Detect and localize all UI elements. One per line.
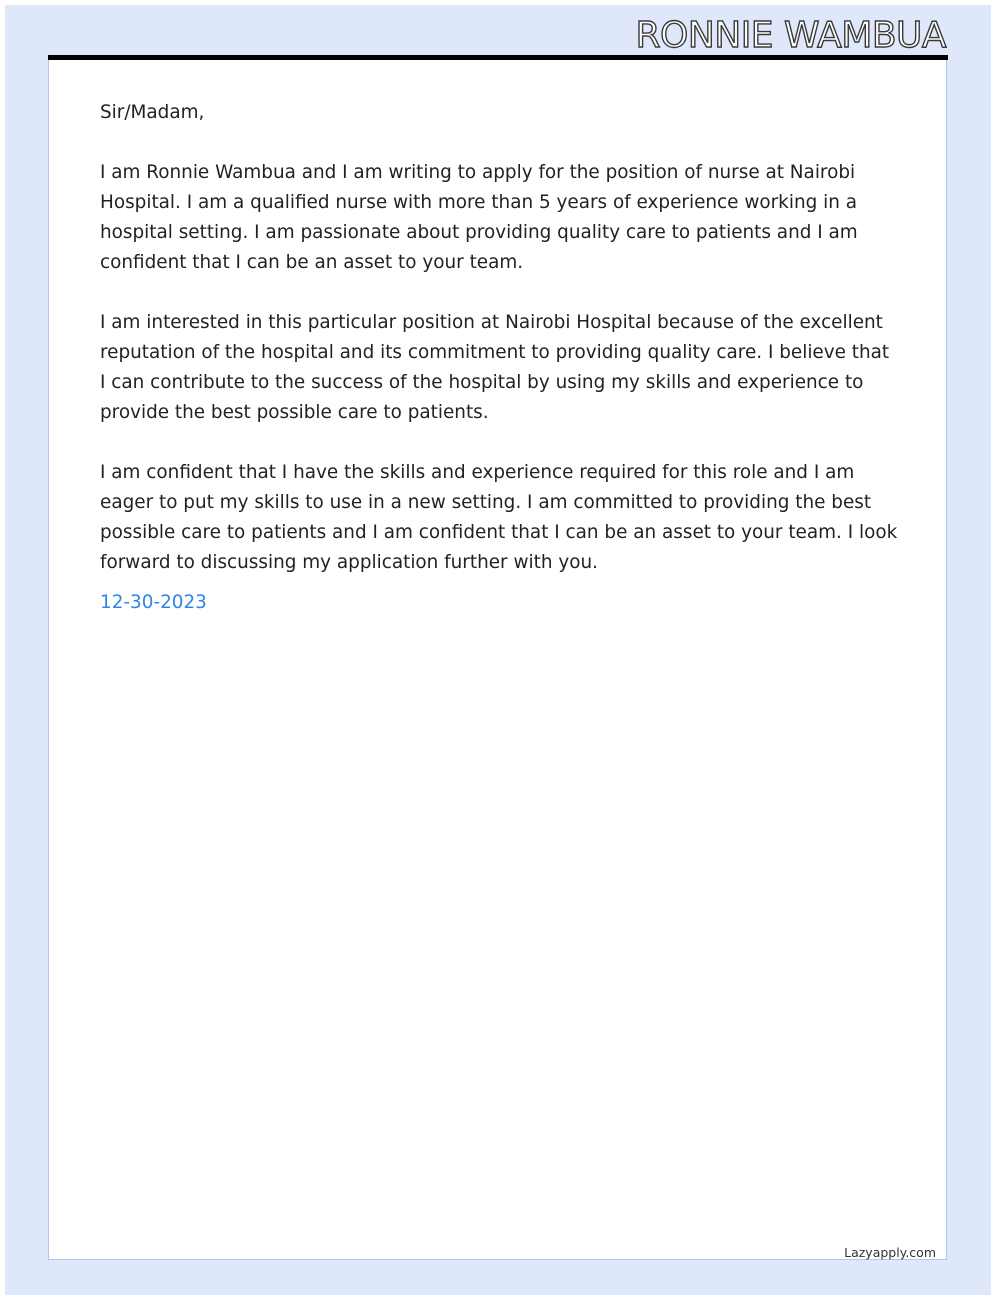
cover-letter-body [100, 98, 900, 648]
letter-date: 12-30-2023 [100, 592, 207, 613]
letter-paragraph-2: I am interested in this particular position at Nairobi Hospital because of the excellent reputation of the hospital and its commitment to providing quality care. I believe that I can contribute to the success of the hospital by using my skills and experience to provide the best possible care to patients. [100, 312, 890, 423]
applicant-name-heading: RONNIE WAMBUA [635, 15, 946, 56]
salutation: Sir/Madam, [100, 102, 205, 123]
letter-paragraph-1: I am Ronnie Wambua and I am writing to apply for the position of nurse at Nairobi Hospital. I am a qualified nurse with more than 5 years of experience working in a hospital setting. I am passionate about providing quality care to patients and I am confident that I can be an asset to your team. [100, 162, 858, 273]
footer-watermark: Lazyapply.com [844, 1245, 936, 1260]
letter-paragraph-3: I am confident that I have the skills and experience required for this role and I am eager to put my skills to use in a new setting. I am committed to providing the best possible care to patients and I am confident that I can be an asset to your team. I look forward to discussing my application further with you. [100, 462, 898, 573]
